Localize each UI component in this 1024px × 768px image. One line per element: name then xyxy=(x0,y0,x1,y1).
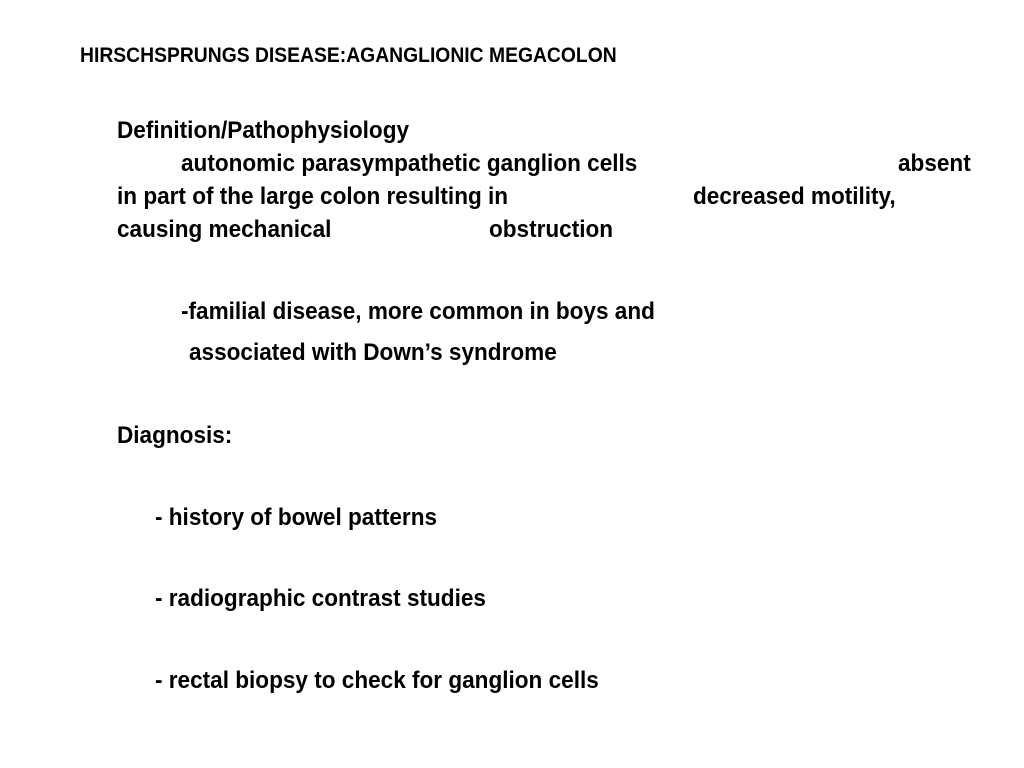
familial-line-2: associated with Down’s syndrome xyxy=(189,339,557,366)
definition-line-2a: in part of the large colon resulting in xyxy=(117,183,509,210)
definition-line-1a: autonomic parasympathetic ganglion cells xyxy=(181,150,638,177)
diagnosis-heading: Diagnosis: xyxy=(117,422,233,449)
definition-line-1b: absent xyxy=(898,150,971,177)
definition-line-3a: causing mechanical xyxy=(117,216,332,243)
definition-heading: Definition/Pathophysiology xyxy=(117,117,410,144)
diagnosis-item: - radiographic contrast studies xyxy=(155,585,486,612)
diagnosis-item: - history of bowel patterns xyxy=(155,504,438,531)
definition-line-3b: obstruction xyxy=(489,216,614,243)
slide-title: HIRSCHSPRUNGS DISEASE:AGANGLIONIC MEGACOLON xyxy=(80,44,617,67)
diagnosis-item: - rectal biopsy to check for ganglion cells xyxy=(155,667,599,694)
familial-line-1: -familial disease, more common in boys and xyxy=(181,298,655,325)
definition-line-2b: decreased motility, xyxy=(693,183,896,210)
